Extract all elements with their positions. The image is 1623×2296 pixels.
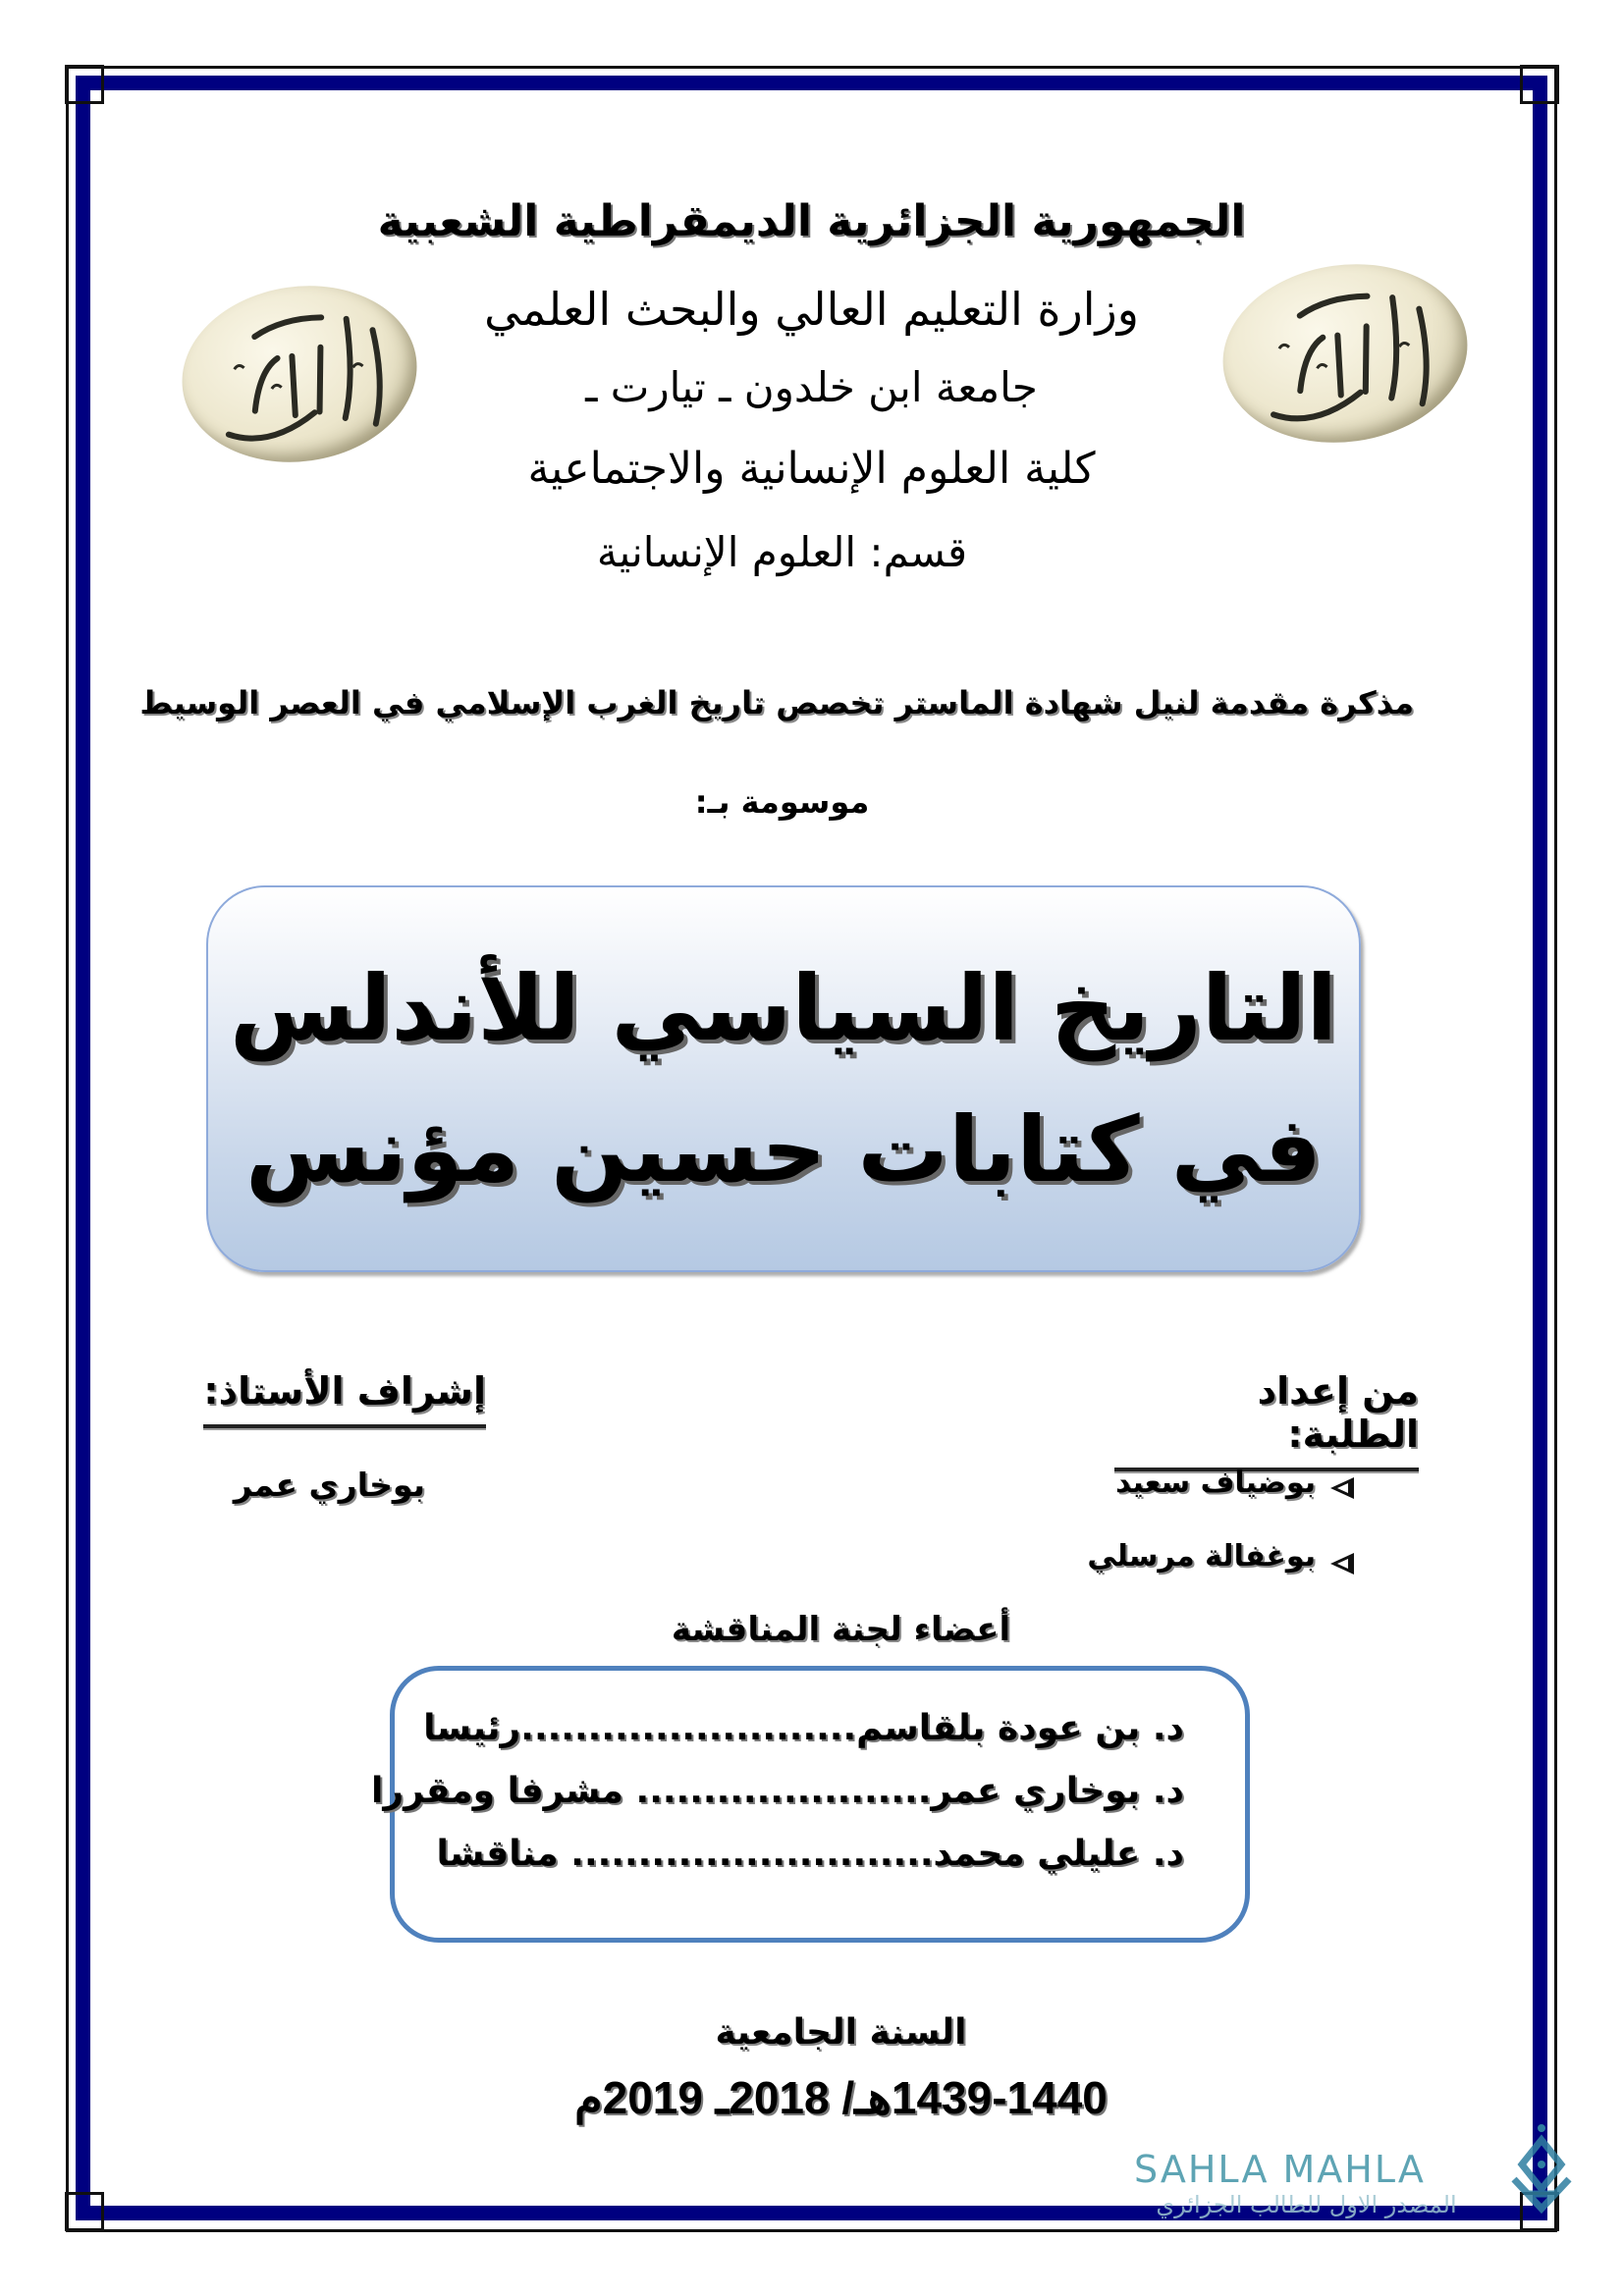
committee-member-name: د. بن عودة بلقاسم [856, 1708, 1184, 1748]
thesis-degree-statement: مذكرة مقدمة لنيل شهادة الماستر تخصص تاريخ الغرب الإسلامي في العصر الوسيط [139, 684, 1414, 721]
thesis-title-line-2: في كتابات حسين مؤنس [244, 1097, 1323, 1202]
committee-member-row [371, 1771, 1184, 1811]
academic-year-label: السنة الجامعية [715, 2012, 967, 2053]
thesis-title-line-1: التاريخ السياسي للأندلس [229, 956, 1338, 1061]
arrow-bullet-icon [1330, 1553, 1354, 1575]
watermark-tagline: المصدر الاول للطالب الجزائري [1156, 2191, 1457, 2218]
academic-year-value: 1439-1440هـ/ 2018ـ 2019م [574, 2072, 1108, 2123]
committee-member-row [423, 1708, 1184, 1748]
committee-member-role: مناقشا [436, 1834, 559, 1874]
thesis-title-box [206, 885, 1361, 1272]
supervisor-heading: إشراف الأستاذ: [203, 1369, 486, 1428]
corner-knot-bottom-left [65, 2192, 104, 2231]
arrow-bullet-icon [1330, 1477, 1354, 1499]
committee-member-row [437, 1834, 1185, 1874]
committee-member-name: د. عليلي محمد [933, 1834, 1184, 1874]
ministry-name: وزارة التعليم العالي والبحث العلمي [484, 283, 1139, 336]
described-as-label: موسومة بـ: [694, 783, 870, 821]
department-name: قسم: العلوم الإنسانية [596, 528, 968, 576]
student-name-2: بوغفالة مرسلي [1087, 1539, 1316, 1574]
committee-heading: أعضاء لجنة المناقشة [671, 1610, 1011, 1649]
students-heading: من إعداد الطلبة: [1114, 1369, 1419, 1471]
committee-member-role: رئيسا [423, 1708, 521, 1748]
watermark-brand: SAHLA MAHLA [1134, 2148, 1426, 2191]
committee-leader-dots: ...................... [622, 1771, 932, 1811]
committee-leader-dots: ......................... [520, 1708, 857, 1748]
committee-leader-dots: ........................... [558, 1834, 934, 1874]
committee-box [371, 1666, 1250, 1943]
committee-member-role: مشرفا ومقررا [371, 1771, 623, 1811]
faculty-name: كلية العلوم الإنسانية والاجتماعية [527, 444, 1096, 494]
corner-knot-top-left [65, 65, 104, 104]
committee-member-name: د. بوخاري عمر [931, 1771, 1184, 1811]
supervisor-name: بوخاري عمر [233, 1466, 425, 1504]
university-name: جامعة ابن خلدون ـ تيارت ـ [585, 363, 1038, 411]
corner-knot-top-right [1520, 65, 1559, 104]
student-name-1: بوضياف سعيد [1115, 1466, 1316, 1500]
sahla-mahla-logo-icon [1502, 2120, 1581, 2218]
republic-name: الجمهورية الجزائرية الديمقراطية الشعبية [377, 196, 1246, 246]
